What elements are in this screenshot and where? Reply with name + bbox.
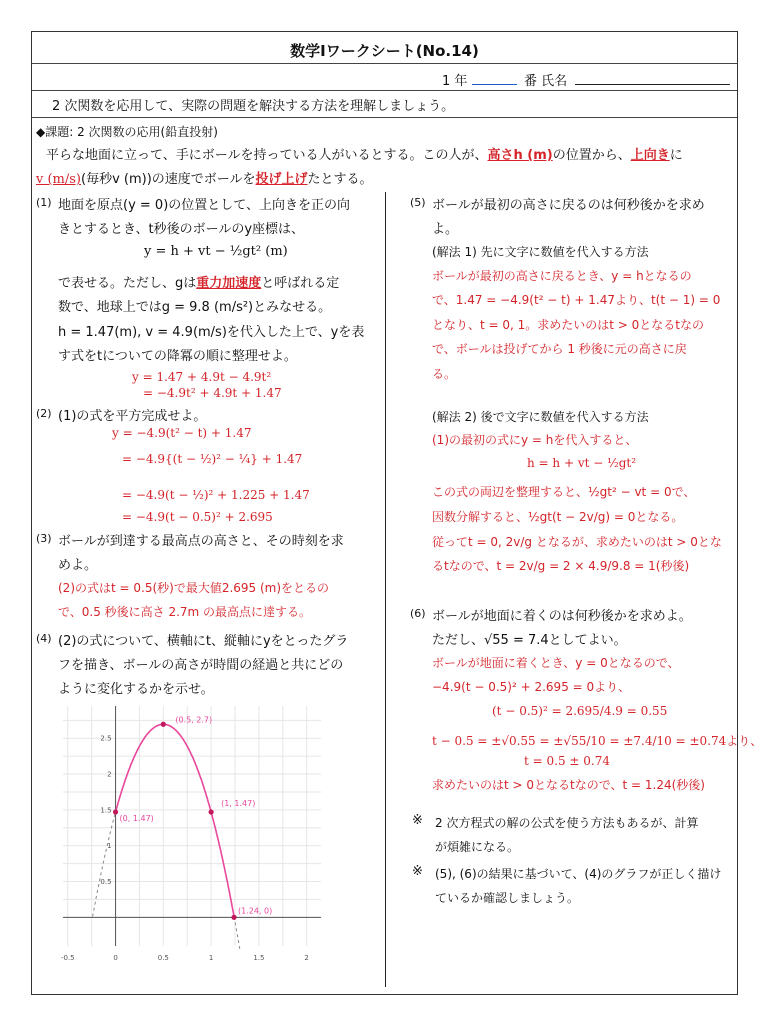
- q6-answer: (t − 0.5)² = 2.695/4.9 = 0.55: [492, 704, 668, 718]
- intro-line-2: v (m/s)(毎秒v (m))の速度でボールを投げ上げたとする。: [36, 172, 373, 187]
- q1-text: 数で、地球上ではg = 9.8 (m/s²)とみなせる。: [58, 300, 332, 315]
- method-2-answer: この式の両辺を整理すると、½gt² − vt = 0で、: [432, 485, 696, 499]
- note-text: が煩雑になる。: [435, 840, 520, 854]
- q1-text: きとするとき、t秒後のボールのy座標は、: [58, 222, 305, 237]
- method-2-formula: h = h + vt − ½gt²: [527, 456, 637, 470]
- q3-text: めよ。: [58, 558, 98, 573]
- q6-text: ボールが地面に着くのは何秒後かを求めよ。: [432, 609, 692, 624]
- q6-answer: 求めたいのはt > 0となるtなので、t = 1.24(秒後): [432, 778, 705, 792]
- task-heading: ◆課題: 2 次関数の応用(鉛直投射): [36, 125, 218, 139]
- divider: [32, 63, 737, 64]
- data-point: [161, 722, 166, 727]
- method-1-answer: る。: [432, 367, 457, 381]
- method-1-answer: で、ボールは投げてから 1 秒後に元の高さに戻: [432, 342, 687, 356]
- q2-answer: = −4.9{(t − ½)² − ¼} + 1.47: [122, 452, 303, 466]
- y-tick-label: 2.5: [100, 734, 112, 743]
- q1-formula: y = h + vt − ½gt² (m): [144, 244, 288, 259]
- name-label: 番 氏名: [524, 74, 568, 89]
- worksheet-page: [31, 31, 763, 995]
- note-mark: ※: [412, 864, 423, 879]
- q1-answer: y = 1.47 + 4.9t − 4.9t²: [132, 370, 272, 384]
- q1-text: 地面を原点(y = 0)の位置として、上向きを正の向: [58, 198, 351, 213]
- x-tick-label: 0.5: [157, 954, 169, 962]
- method-2-answer: るtなので、t = 2v/g = 2 × 4.9/9.8 = 1(秒後): [432, 559, 690, 573]
- intro-line-1: 平らな地面に立って、手にボールを持っている人がいるとする。この人が、高さh (m)の位置から、上向きに: [46, 148, 683, 163]
- q1-text: で表せる。ただし、gは重力加速度と呼ばれる定: [58, 276, 340, 291]
- grade-blank[interactable]: [472, 84, 517, 85]
- q4-text: (2)の式について、横軸にt、縦軸にyをとったグラ: [58, 634, 349, 649]
- point-label: (0.5, 2.7): [175, 715, 213, 725]
- data-point: [209, 809, 214, 814]
- q1-text: h = 1.47(m), v = 4.9(m/s)を代入した上で、yを表: [58, 325, 365, 340]
- y-tick-label: 1.5: [100, 806, 112, 815]
- q2-number: (2): [36, 407, 52, 420]
- q2-answer: = −4.9(t − ½)² + 1.225 + 1.47: [122, 488, 310, 502]
- method-2-answer: 従ってt = 0, 2v/g となるが、求めたいのはt > 0とな: [432, 535, 722, 549]
- q6-answer: ボールが地面に着くとき、y = 0となるので、: [432, 656, 680, 670]
- q2-text: (1)の式を平方完成せよ。: [58, 409, 207, 424]
- q1-text: す式をtについての降冪の順に整理せよ。: [58, 349, 297, 364]
- q3-number: (3): [36, 532, 52, 545]
- lesson-goal: 2 次関数を応用して、実際の問題を解決する方法を理解しましょう。: [52, 99, 455, 114]
- q3-text: ボールが到達する最高点の高さと、その時刻を求: [58, 534, 344, 549]
- q5-text: よ。: [432, 222, 459, 237]
- y-tick-label: 0.5: [100, 878, 112, 887]
- q3-answer: (2)の式はt = 0.5(秒)で最大値2.695 (m)をとるの: [58, 581, 330, 595]
- q2-answer: = −4.9(t − 0.5)² + 2.695: [122, 510, 273, 524]
- data-point: [231, 915, 236, 920]
- note-text: ているか確認しましょう。: [435, 891, 580, 905]
- q6-number: (6): [410, 607, 426, 620]
- q6-answer: −4.9(t − 0.5)² + 2.695 = 0より、: [432, 680, 631, 694]
- method-1-answer: ボールが最初の高さに戻るとき、y = hとなるの: [432, 269, 692, 283]
- x-tick-label: 1.5: [253, 954, 265, 962]
- x-tick-label: -0.5: [60, 954, 75, 962]
- q3-answer: で、0.5 秒後に高さ 2.7m の最高点に達する。: [58, 605, 312, 619]
- q4-text: フを描き、ボールの高さが時間の経過と共にどの: [58, 658, 344, 673]
- q6-text: ただし、√55 = 7.4としてよい。: [432, 633, 627, 648]
- y-tick-label: 1: [107, 842, 112, 851]
- q1-number: (1): [36, 196, 52, 209]
- q1-answer: = −4.9t² + 4.9t + 1.47: [143, 386, 282, 400]
- parabola-graph: [57, 700, 327, 968]
- note-text: 2 次方程式の解の公式を使う方法もあるが、計算: [435, 816, 699, 830]
- method-1-answer: で、1.47 = −4.9(t² − t) + 1.47より、t(t − 1) = 0: [432, 293, 721, 307]
- divider: [32, 117, 737, 118]
- name-blank[interactable]: [575, 84, 730, 85]
- q2-answer: y = −4.9(t² − t) + 1.47: [112, 426, 252, 440]
- method-1-heading: (解法 1) 先に文字に数値を代入する方法: [432, 245, 649, 259]
- method-2-answer: 因数分解すると、½gt(t − 2v/g) = 0となる。: [432, 510, 684, 524]
- data-point: [113, 809, 118, 814]
- column-divider: [385, 192, 386, 987]
- method-2-answer: (1)の最初の式にy = hを代入すると、: [432, 433, 638, 447]
- grade-label: 1 年: [442, 74, 468, 89]
- q4-number: (4): [36, 632, 52, 645]
- note-text: (5), (6)の結果に基づいて、(4)のグラフが正しく描け: [435, 867, 722, 881]
- q6-answer: t = 0.5 ± 0.74: [524, 754, 610, 768]
- method-2-heading: (解法 2) 後で文字に数値を代入する方法: [432, 410, 649, 424]
- divider: [32, 90, 737, 91]
- note-mark: ※: [412, 813, 423, 828]
- page-title: 数学Ⅰワークシート(No.14): [290, 42, 479, 60]
- q4-text: ように変化するかを示せ。: [58, 682, 214, 697]
- q6-answer: t − 0.5 = ±√0.55 = ±√55/10 = ±7.4/10 = ±0.74より、: [432, 734, 763, 748]
- point-label: (1.24, 0): [238, 906, 273, 916]
- x-tick-label: 0: [113, 954, 118, 962]
- point-label: (0, 1.47): [119, 814, 154, 824]
- point-label: (1, 1.47): [221, 799, 256, 809]
- method-1-answer: となり、t = 0, 1。求めたいのはt > 0となるtなの: [432, 318, 705, 332]
- y-tick-label: 2: [107, 770, 112, 779]
- x-tick-label: 1: [208, 954, 214, 962]
- x-tick-label: 2: [304, 954, 309, 962]
- q5-text: ボールが最初の高さに戻るのは何秒後かを求め: [432, 198, 705, 213]
- q5-number: (5): [410, 196, 426, 209]
